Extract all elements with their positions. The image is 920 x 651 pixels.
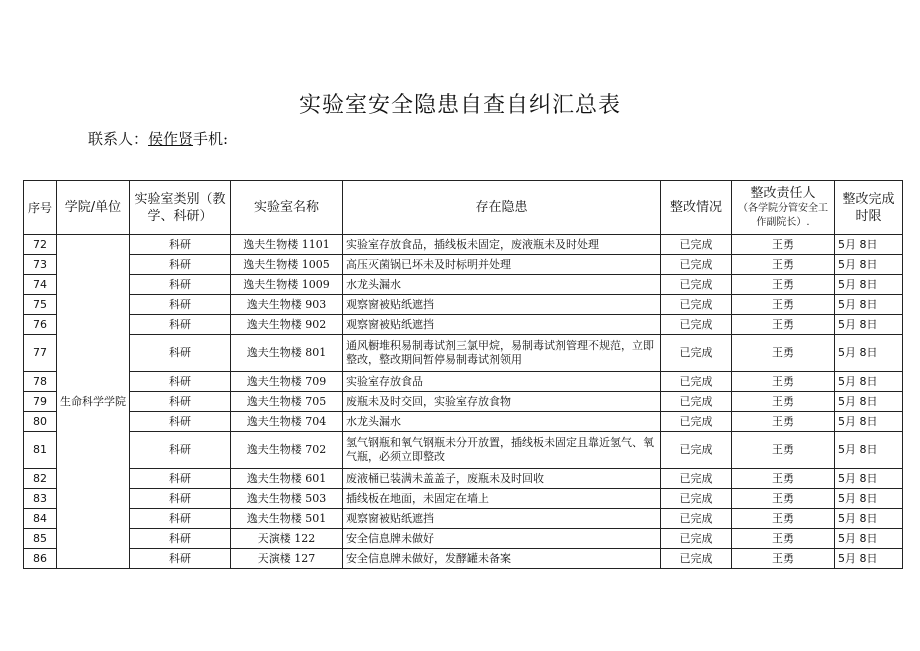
cell-seq: 78 xyxy=(24,372,57,392)
cell-category: 科研 xyxy=(130,529,231,549)
cell-category: 科研 xyxy=(130,295,231,315)
cell-hazard: 高压灭菌锅已坏未及时标明并处理 xyxy=(343,255,661,275)
cell-seq: 85 xyxy=(24,529,57,549)
cell-lab: 逸夫生物楼 1009 xyxy=(231,275,343,295)
cell-status: 已完成 xyxy=(661,412,732,432)
header-person-note: （各学院分管安全工作副院长）. xyxy=(738,203,828,228)
page-title: 实验室安全隐患自查自纠汇总表 xyxy=(298,93,621,118)
cell-lab: 逸夫生物楼 503 xyxy=(231,489,343,509)
table-row xyxy=(24,489,903,509)
cell-status: 已完成 xyxy=(661,372,732,392)
contact-name: 侯作贤 xyxy=(148,130,194,148)
table-row xyxy=(24,549,903,569)
cell-person: 王勇 xyxy=(732,529,835,549)
cell-seq: 79 xyxy=(24,392,57,412)
table-body xyxy=(24,235,903,569)
cell-deadline: 5月 8日 xyxy=(835,489,903,509)
cell-seq: 83 xyxy=(24,489,57,509)
phone-label: 手机: xyxy=(193,130,229,148)
cell-deadline: 5月 8日 xyxy=(835,392,903,412)
table-row xyxy=(24,275,903,295)
cell-category: 科研 xyxy=(130,412,231,432)
cell-person: 王勇 xyxy=(732,469,835,489)
header-unit: 学院/单位 xyxy=(57,181,130,235)
cell-deadline: 5月 8日 xyxy=(835,235,903,255)
cell-person: 王勇 xyxy=(732,432,835,469)
cell-status: 已完成 xyxy=(661,275,732,295)
cell-hazard: 观察窗被贴纸遮挡 xyxy=(343,315,661,335)
cell-seq: 74 xyxy=(24,275,57,295)
cell-hazard: 水龙头漏水 xyxy=(343,412,661,432)
cell-person: 王勇 xyxy=(732,372,835,392)
table-row xyxy=(24,509,903,529)
cell-person: 王勇 xyxy=(732,489,835,509)
cell-hazard: 实验室存放食品，插线板未固定，废液瓶未及时处理 xyxy=(343,235,661,255)
cell-seq: 72 xyxy=(24,235,57,255)
cell-deadline: 5月 8日 xyxy=(835,255,903,275)
cell-lab: 天演楼 127 xyxy=(231,549,343,569)
cell-lab: 逸夫生物楼 1005 xyxy=(231,255,343,275)
header-deadline: 整改完成时限 xyxy=(835,181,903,235)
cell-hazard: 废液桶已装满未盖盖子，废瓶未及时回收 xyxy=(343,469,661,489)
cell-category: 科研 xyxy=(130,255,231,275)
header-seq: 序号 xyxy=(24,181,57,235)
cell-person: 王勇 xyxy=(732,255,835,275)
header-person-title: 整改责任人 xyxy=(750,186,816,201)
cell-lab: 逸夫生物楼 903 xyxy=(231,295,343,315)
cell-category: 科研 xyxy=(130,489,231,509)
table-row xyxy=(24,392,903,412)
cell-status: 已完成 xyxy=(661,432,732,469)
cell-deadline: 5月 8日 xyxy=(835,275,903,295)
cell-person: 王勇 xyxy=(732,412,835,432)
cell-status: 已完成 xyxy=(661,335,732,372)
cell-status: 已完成 xyxy=(661,489,732,509)
table-row xyxy=(24,529,903,549)
cell-deadline: 5月 8日 xyxy=(835,315,903,335)
cell-category: 科研 xyxy=(130,549,231,569)
cell-category: 科研 xyxy=(130,509,231,529)
cell-person: 王勇 xyxy=(732,392,835,412)
cell-seq: 76 xyxy=(24,315,57,335)
cell-category: 科研 xyxy=(130,335,231,372)
cell-status: 已完成 xyxy=(661,315,732,335)
cell-hazard: 观察窗被贴纸遮挡 xyxy=(343,295,661,315)
table-row xyxy=(24,412,903,432)
table-row xyxy=(24,335,903,372)
table-row xyxy=(24,255,903,275)
cell-deadline: 5月 8日 xyxy=(835,372,903,392)
cell-deadline: 5月 8日 xyxy=(835,295,903,315)
cell-status: 已完成 xyxy=(661,549,732,569)
cell-deadline: 5月 8日 xyxy=(835,509,903,529)
header-status: 整改情况 xyxy=(661,181,732,235)
cell-hazard: 插线板在地面，未固定在墙上 xyxy=(343,489,661,509)
cell-hazard: 观察窗被贴纸遮挡 xyxy=(343,509,661,529)
header-hazard: 存在隐患 xyxy=(343,181,661,235)
cell-lab: 逸夫生物楼 902 xyxy=(231,315,343,335)
cell-seq: 86 xyxy=(24,549,57,569)
cell-lab: 逸夫生物楼 705 xyxy=(231,392,343,412)
cell-seq: 73 xyxy=(24,255,57,275)
cell-deadline: 5月 8日 xyxy=(835,432,903,469)
cell-seq: 84 xyxy=(24,509,57,529)
cell-person: 王勇 xyxy=(732,235,835,255)
cell-deadline: 5月 8日 xyxy=(835,335,903,372)
cell-hazard: 安全信息牌未做好，发酵罐未备案 xyxy=(343,549,661,569)
cell-seq: 75 xyxy=(24,295,57,315)
cell-category: 科研 xyxy=(130,469,231,489)
cell-status: 已完成 xyxy=(661,392,732,412)
contact-line xyxy=(88,128,228,149)
contact-label: 联系人： xyxy=(88,130,149,148)
cell-hazard: 废瓶未及时交回，实验室存放食物 xyxy=(343,392,661,412)
cell-status: 已完成 xyxy=(661,295,732,315)
cell-unit: 生命科学学院 xyxy=(57,235,130,569)
cell-deadline: 5月 8日 xyxy=(835,529,903,549)
cell-person: 王勇 xyxy=(732,335,835,372)
cell-seq: 82 xyxy=(24,469,57,489)
cell-category: 科研 xyxy=(130,315,231,335)
cell-lab: 逸夫生物楼 1101 xyxy=(231,235,343,255)
header-lab: 实验室名称 xyxy=(231,181,343,235)
cell-category: 科研 xyxy=(130,392,231,412)
table-header-row xyxy=(24,181,903,235)
table-row xyxy=(24,469,903,489)
cell-category: 科研 xyxy=(130,432,231,469)
cell-lab: 逸夫生物楼 601 xyxy=(231,469,343,489)
cell-lab: 逸夫生物楼 501 xyxy=(231,509,343,529)
table-row xyxy=(24,372,903,392)
cell-person: 王勇 xyxy=(732,295,835,315)
cell-lab: 逸夫生物楼 709 xyxy=(231,372,343,392)
cell-category: 科研 xyxy=(130,372,231,392)
cell-lab: 逸夫生物楼 704 xyxy=(231,412,343,432)
cell-person: 王勇 xyxy=(732,549,835,569)
cell-deadline: 5月 8日 xyxy=(835,469,903,489)
cell-lab: 逸夫生物楼 702 xyxy=(231,432,343,469)
cell-status: 已完成 xyxy=(661,509,732,529)
cell-seq: 77 xyxy=(24,335,57,372)
cell-seq: 81 xyxy=(24,432,57,469)
cell-category: 科研 xyxy=(130,235,231,255)
cell-hazard: 氢气钢瓶和氧气钢瓶未分开放置，插线板未固定且靠近氢气、氧气瓶，必须立即整改 xyxy=(343,432,661,469)
cell-hazard: 安全信息牌未做好 xyxy=(343,529,661,549)
hazard-summary-table xyxy=(23,180,903,569)
cell-hazard: 水龙头漏水 xyxy=(343,275,661,295)
cell-category: 科研 xyxy=(130,275,231,295)
header-category: 实验室类别（教学、科研） xyxy=(130,181,231,235)
header-person xyxy=(732,181,835,235)
table-row xyxy=(24,235,903,255)
cell-status: 已完成 xyxy=(661,255,732,275)
cell-hazard: 通风橱堆积易制毒试剂三氯甲烷，易制毒试剂管理不规范，立即整改，整改期间暂停易制毒试剂领用 xyxy=(343,335,661,372)
table-row xyxy=(24,315,903,335)
cell-person: 王勇 xyxy=(732,509,835,529)
cell-hazard: 实验室存放食品 xyxy=(343,372,661,392)
cell-status: 已完成 xyxy=(661,529,732,549)
cell-lab: 逸夫生物楼 801 xyxy=(231,335,343,372)
cell-person: 王勇 xyxy=(732,315,835,335)
cell-lab: 天演楼 122 xyxy=(231,529,343,549)
table-row xyxy=(24,432,903,469)
cell-deadline: 5月 8日 xyxy=(835,549,903,569)
cell-status: 已完成 xyxy=(661,469,732,489)
cell-seq: 80 xyxy=(24,412,57,432)
cell-person: 王勇 xyxy=(732,275,835,295)
cell-deadline: 5月 8日 xyxy=(835,412,903,432)
table-row xyxy=(24,295,903,315)
cell-status: 已完成 xyxy=(661,235,732,255)
